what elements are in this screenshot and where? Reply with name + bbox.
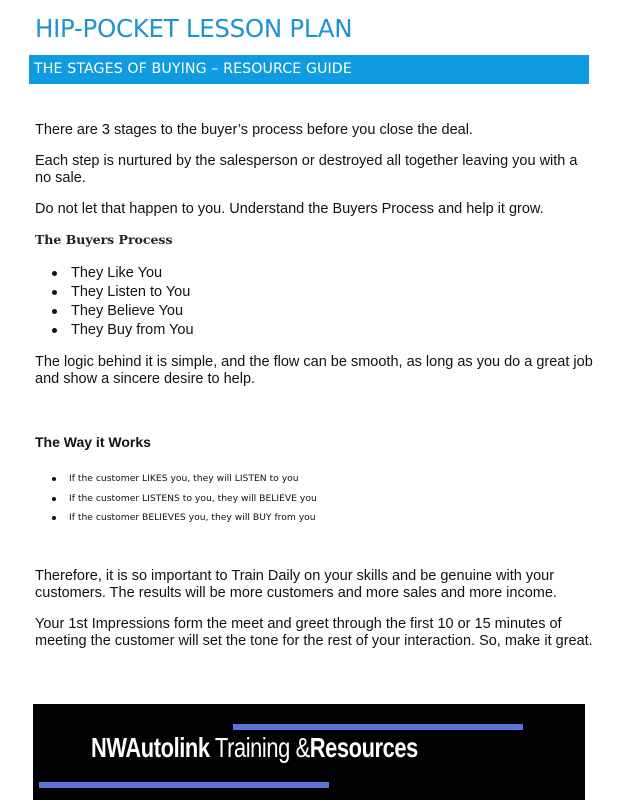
- brand-name: NWAutolink: [91, 732, 210, 763]
- list-item: [52, 508, 317, 528]
- intro-paragraph-3: Do not let that happen to you. Understand the Buyers Process and help it grow.: [35, 201, 544, 217]
- list-item: [52, 489, 317, 509]
- list-item-text: If the customer BELIEVES you, they will BUY from you: [69, 512, 316, 523]
- list-item-text: They Buy from You: [71, 322, 194, 338]
- banner-stripe-top: [233, 724, 523, 730]
- intro-paragraph-1: There are 3 stages to the buyer’s process before you close the deal.: [35, 122, 473, 138]
- bullet-icon: [52, 290, 57, 295]
- bullet-icon: [52, 271, 57, 276]
- section-banner: [29, 55, 589, 84]
- list-item-text: If the customer LISTENS to you, they will BELIEVE you: [69, 492, 317, 504]
- bullet-icon: [52, 516, 56, 520]
- bullet-icon: [52, 328, 57, 333]
- intro-paragraph-2: Each step is nurtured by the salesperson or destroyed all together leaving you with a no sale.: [35, 153, 578, 186]
- banner-stripe-bottom: [39, 782, 329, 788]
- list-item-text: If the customer LIKES you, they will LISTEN to you: [69, 473, 299, 484]
- brand-logo: [91, 732, 418, 764]
- brand-banner: [33, 704, 585, 800]
- list-item-text: They Believe You: [71, 303, 184, 319]
- logic-paragraph: The logic behind it is simple, and the flow can be smooth, as long as you do a great job and show a sincere desire to help.: [35, 354, 593, 387]
- conclusion-paragraph-2: Your 1st Impressions form the meet and greet through the first 10 or 15 minutes of meeting the customer will set the tone for the rest of your interaction. So, make it great.: [35, 616, 593, 649]
- way-it-works-list: [52, 469, 317, 528]
- list-item: [52, 283, 194, 302]
- buyers-process-heading: The Buyers Process: [35, 232, 173, 247]
- conclusion-paragraph-1: Therefore, it is so important to Train Daily on your skills and be genuine with your customers. The results will be more customers and more sales and more income.: [35, 568, 557, 601]
- brand-middle: Training &: [214, 732, 310, 763]
- bullet-icon: [52, 497, 56, 501]
- page-title: HIP-POCKET LESSON PLAN: [35, 14, 353, 43]
- list-item: [52, 469, 317, 489]
- bullet-icon: [52, 477, 56, 481]
- way-it-works-heading: The Way it Works: [35, 434, 151, 450]
- list-item-text: They Like You: [71, 265, 163, 281]
- list-item-text: They Listen to You: [71, 284, 191, 300]
- list-item: [52, 321, 194, 340]
- section-title: THE STAGES OF BUYING – RESOURCE GUIDE: [34, 61, 352, 77]
- list-item: [52, 264, 194, 283]
- bullet-icon: [52, 309, 57, 314]
- buyers-process-list: [52, 264, 194, 340]
- list-item: [52, 302, 194, 321]
- brand-end: Resources: [309, 732, 418, 763]
